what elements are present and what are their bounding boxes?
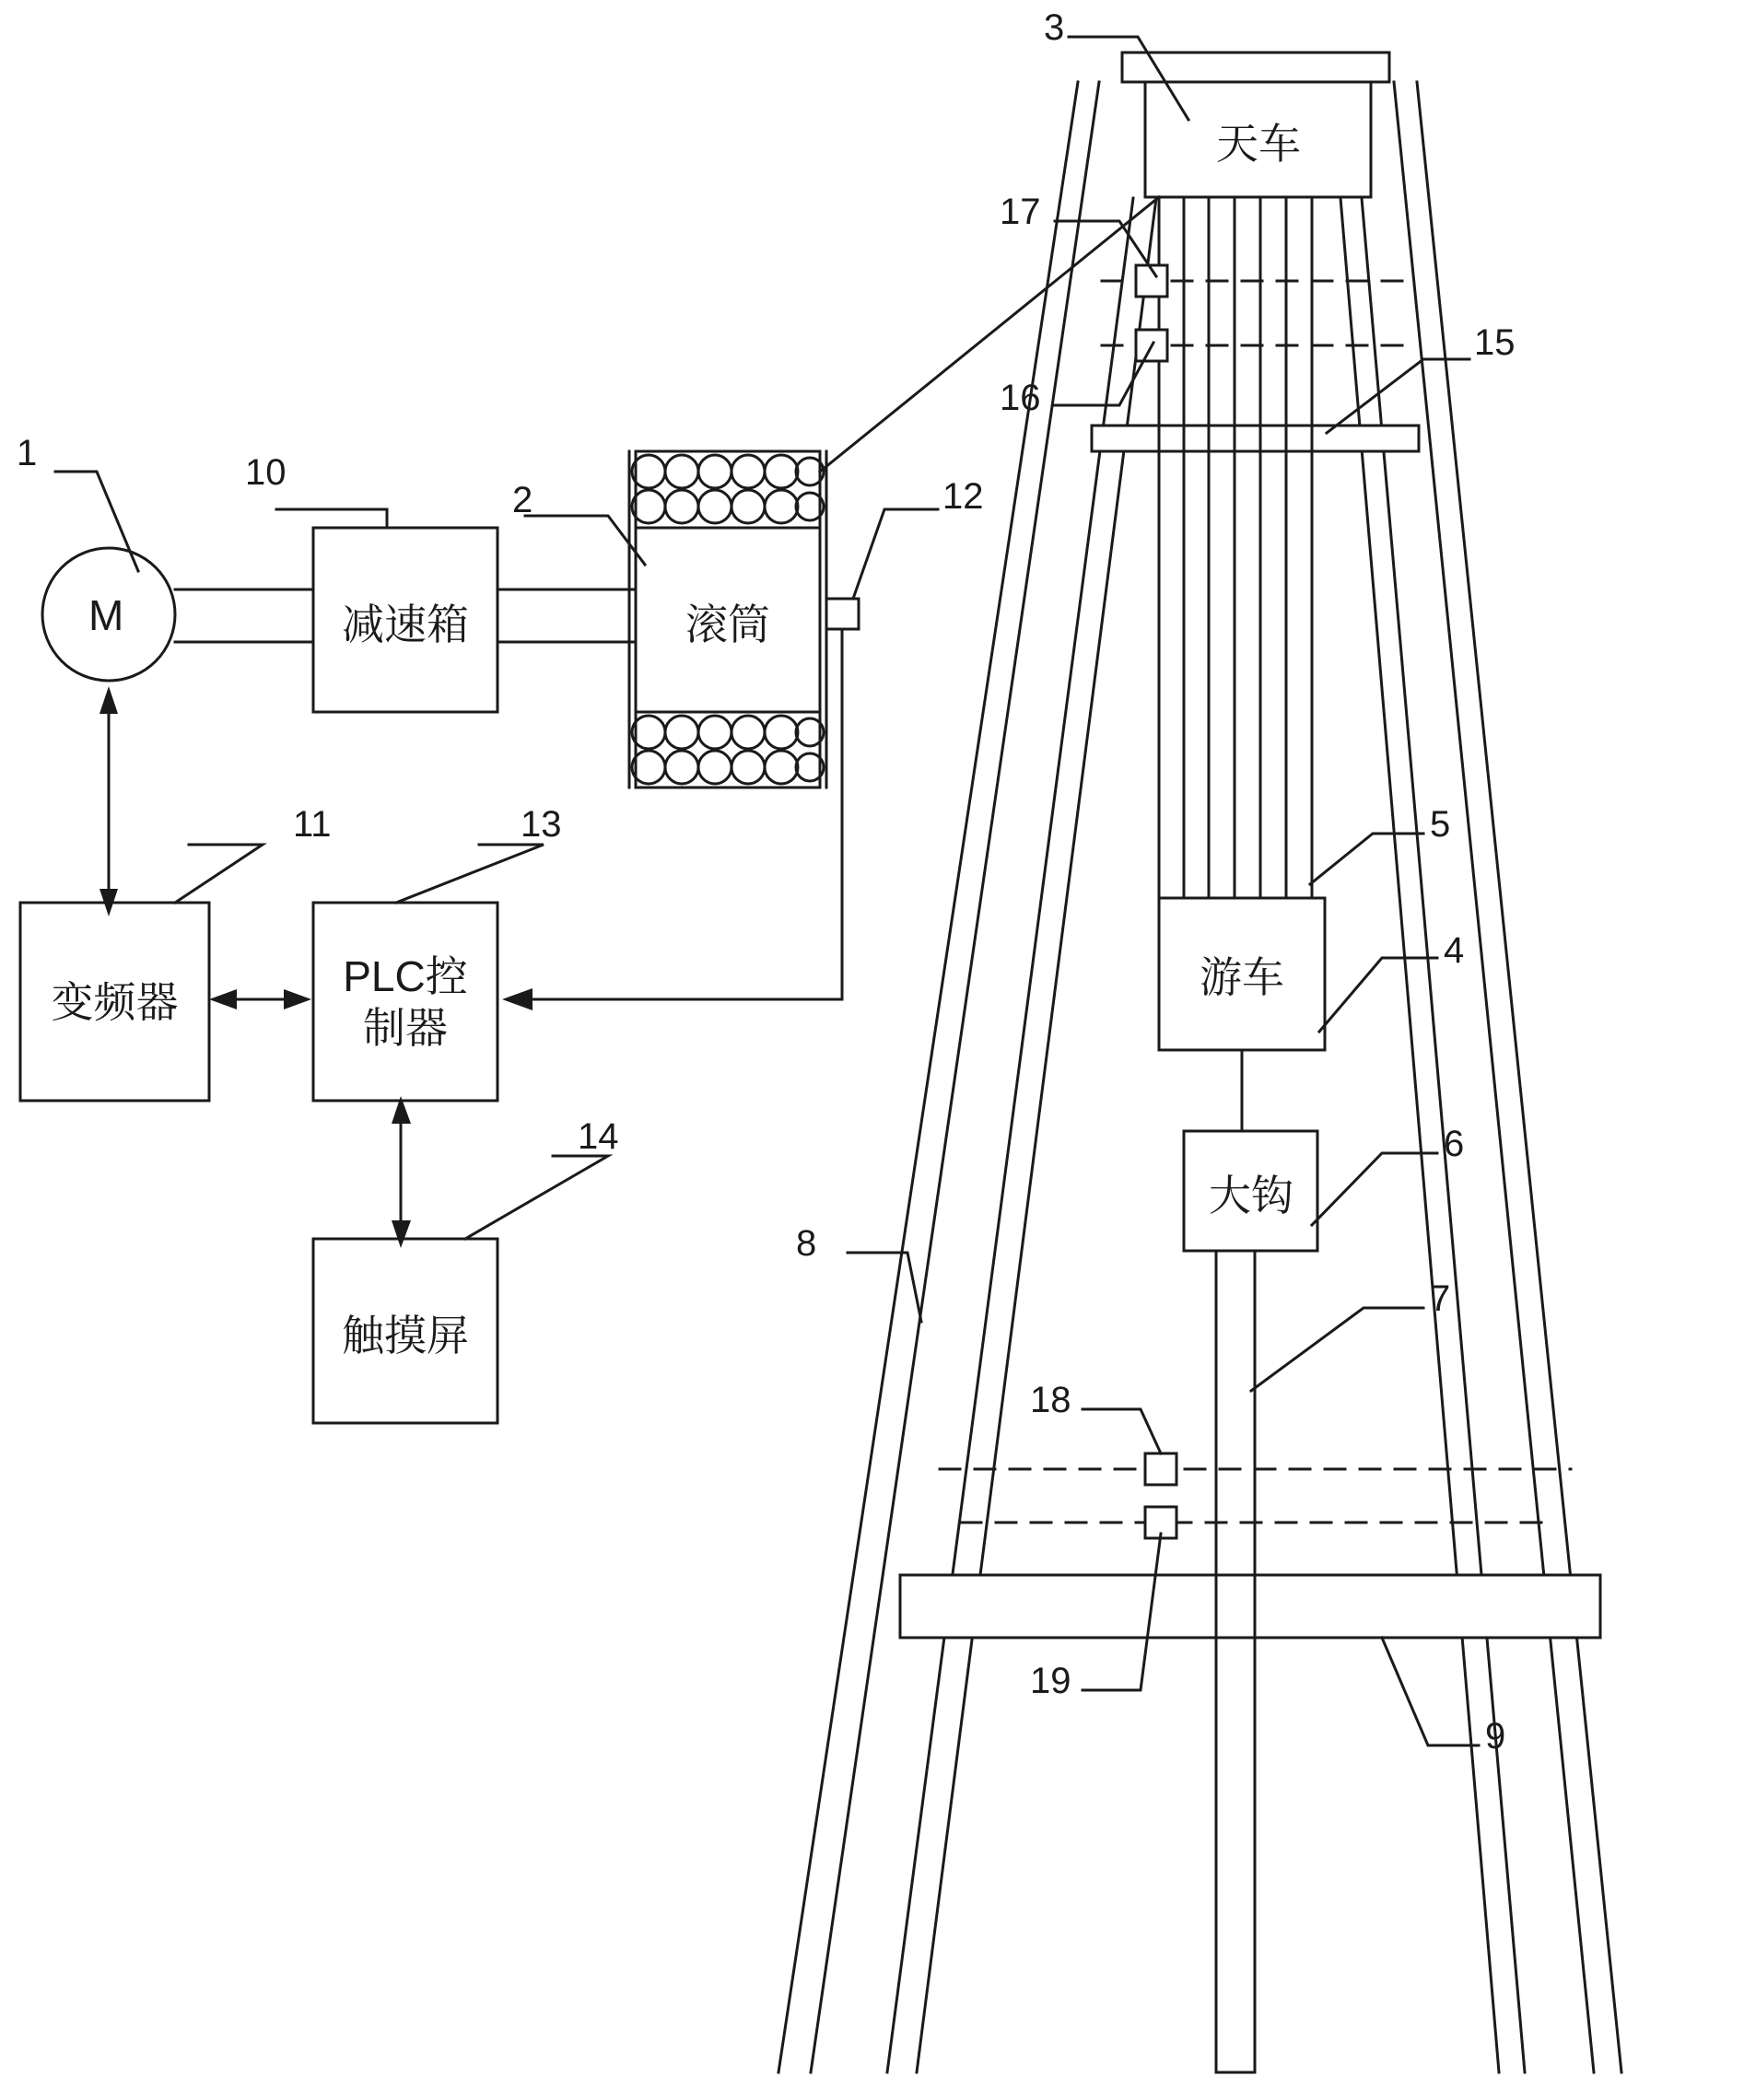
callout-10: 10 xyxy=(245,452,287,493)
drum-label: 滚筒 xyxy=(685,601,770,648)
touchscreen-label: 触摸屏 xyxy=(342,1312,469,1359)
callout-16: 16 xyxy=(1000,378,1041,418)
callout-18: 18 xyxy=(1030,1380,1071,1420)
callout-11: 11 xyxy=(293,804,332,845)
leader-13 xyxy=(396,845,544,903)
swivel-stem xyxy=(1216,1251,1255,2072)
drilling-line-strands xyxy=(1159,197,1312,898)
callout-2: 2 xyxy=(512,480,533,520)
callout-8: 8 xyxy=(796,1223,817,1264)
arrow-up-motor xyxy=(99,686,118,714)
leader-6 xyxy=(1312,1153,1437,1225)
arrow-down-touchscreen xyxy=(392,1220,411,1248)
vfd-label: 变频器 xyxy=(51,978,179,1026)
leader-10 xyxy=(276,509,387,528)
derrick-leg-inner-right xyxy=(1394,82,1594,2072)
plc-label: PLC控 制器 xyxy=(343,952,468,1053)
arrow-signal-to-plc xyxy=(502,988,533,1010)
sensor-18-box xyxy=(1145,1453,1176,1485)
callout-4: 4 xyxy=(1444,930,1465,971)
derrick-leg-outer-right xyxy=(1417,82,1621,2072)
arrow-left-vfd xyxy=(209,989,237,1009)
leader-2 xyxy=(525,516,645,565)
traveling-block-label: 游车 xyxy=(1200,953,1284,1001)
derrick-leg-front-left xyxy=(887,198,1133,2072)
gearbox-label: 减速箱 xyxy=(342,601,469,648)
callout-6: 6 xyxy=(1444,1124,1465,1164)
callout-1: 1 xyxy=(17,433,38,473)
callout-14: 14 xyxy=(578,1116,619,1157)
callout-15: 15 xyxy=(1474,322,1516,363)
leader-5 xyxy=(1310,834,1423,884)
callout-12: 12 xyxy=(942,476,984,517)
leader-12 xyxy=(853,509,938,599)
arrow-right-plc xyxy=(284,989,311,1009)
callout-5: 5 xyxy=(1430,804,1451,845)
leader-7 xyxy=(1251,1308,1423,1391)
drum-rope-coils-upper xyxy=(632,455,824,523)
motor-label: M xyxy=(88,591,124,639)
drum-sensor-box xyxy=(826,599,859,629)
leader-8 xyxy=(848,1253,921,1322)
stem-through-floor xyxy=(1216,1575,1255,1638)
crown-block-label: 天车 xyxy=(1216,120,1301,168)
callout-13: 13 xyxy=(521,804,562,845)
hook-label: 大钩 xyxy=(1209,1172,1293,1219)
leader-18 xyxy=(1083,1409,1161,1453)
derrick-leg-front-right-inner xyxy=(1340,198,1499,2072)
callout-7: 7 xyxy=(1430,1278,1451,1319)
drum-rope-coils-lower xyxy=(632,716,824,784)
crown-beam-box xyxy=(1092,426,1419,451)
leader-11 xyxy=(175,845,263,903)
callout-17: 17 xyxy=(1000,192,1041,232)
leader-4 xyxy=(1319,958,1437,1032)
callout-3: 3 xyxy=(1044,7,1065,48)
callout-9: 9 xyxy=(1485,1716,1506,1756)
leader-14 xyxy=(465,1156,608,1239)
callout-19: 19 xyxy=(1030,1661,1071,1701)
leader-1 xyxy=(55,472,138,571)
